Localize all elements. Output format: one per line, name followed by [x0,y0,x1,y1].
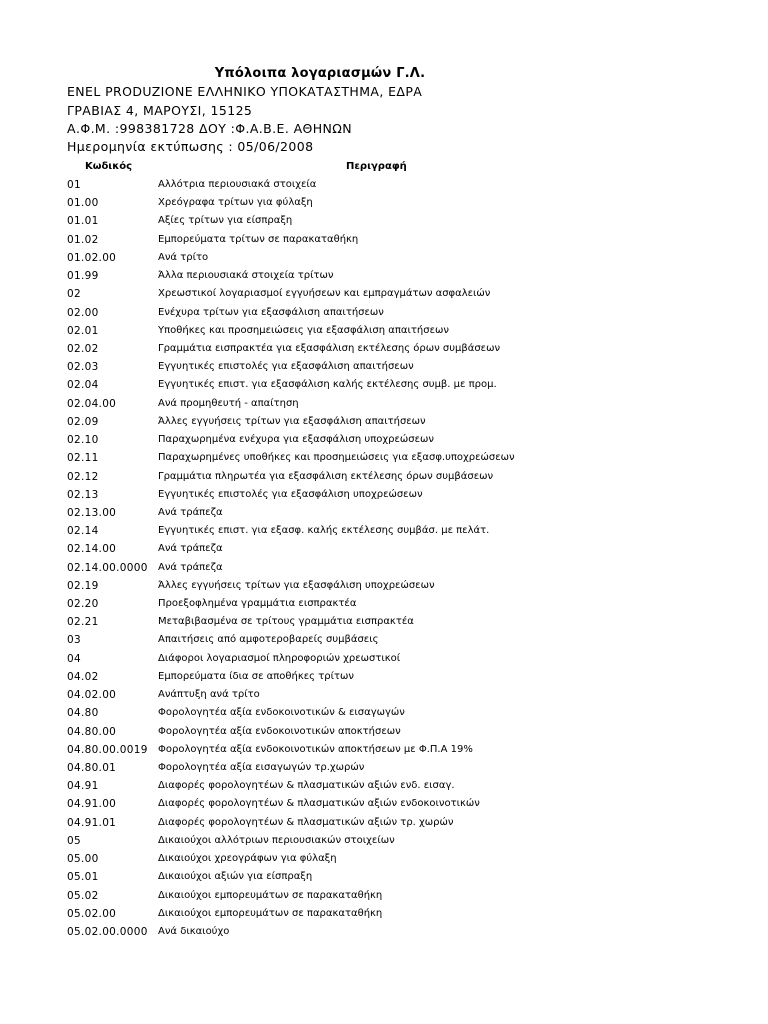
account-code: 02.14 [67,525,99,538]
account-code: 05.02.00 [67,907,117,920]
account-code: 04.02 [67,670,99,683]
table-row [0,522,768,540]
table-row [0,249,768,267]
account-description: Εμπορεύματα τρίτων σε παρακαταθήκη [158,233,359,245]
table-row [0,340,768,358]
account-code: 02.14.00.0000 [67,561,148,574]
account-description: Απαιτήσεις από αμφοτεροβαρείς συμβάσεις [158,634,379,646]
table-row [0,668,768,686]
account-code: 03 [67,634,81,647]
account-description: Δικαιούχοι εμπορευμάτων σε παρακαταθήκη [158,907,383,919]
account-code: 02.04.00 [67,397,117,410]
account-description: Ανά δικαιούχο [158,925,230,937]
account-description: Δικαιούχοι χρεογράφων για φύλαξη [158,853,337,865]
account-description: Εγγυητικές επιστολές για εξασφάλιση υποχρεώσεων [158,488,423,500]
column-header-description: Περιγραφή [346,161,407,172]
table-row [0,486,768,504]
table-row [0,905,768,923]
table-row [0,395,768,413]
account-code: 05 [67,834,81,847]
table-row [0,267,768,285]
account-description: Δικαιούχοι αξιών για είσπραξη [158,871,313,883]
account-description: Ενέχυρα τρίτων για εξασφάλιση απαιτήσεων [158,306,384,318]
account-description: Ανά τρίτο [158,251,209,263]
table-row [0,723,768,741]
tax-info: Α.Φ.Μ. :998381728 ΔΟΥ :Φ.Α.Β.Ε. ΑΘΗΝΩΝ [67,121,353,136]
account-code: 02.19 [67,579,99,592]
table-row [0,577,768,595]
table-row [0,650,768,668]
table-row [0,613,768,631]
table-row [0,540,768,558]
account-description: Φορολογητέα αξία ενδοκοινοτικών αποκτήσεων με Φ.Π.Α 19% [158,743,473,755]
account-description: Ανά τράπεζα [158,543,223,555]
table-row [0,358,768,376]
account-code: 02.01 [67,324,99,337]
account-description: Αξίες τρίτων για είσπραξη [158,215,293,227]
account-code: 02.12 [67,470,99,483]
print-date: Ημερομηνία εκτύπωσης : 05/06/2008 [67,139,314,154]
account-code: 04.91.01 [67,816,117,829]
account-code: 02.14.00 [67,543,117,556]
table-row [0,814,768,832]
account-description: Εγγυητικές επιστ. για εξασφάλιση καλής εκτέλεσης συμβ. με προμ. [158,379,497,391]
table-row [0,850,768,868]
account-description: Προεξοφλημένα γραμμάτια εισπρακτέα [158,598,357,610]
table-row [0,631,768,649]
account-description: Ανάπτυξη ανά τρίτο [158,689,260,701]
account-code: 01.00 [67,197,99,210]
account-description: Μεταβιβασμένα σε τρίτους γραμμάτια εισπρακτέα [158,616,414,628]
table-row [0,559,768,577]
column-header-code: Κωδικός [85,161,133,172]
table-row [0,322,768,340]
table-row [0,304,768,322]
account-code: 04 [67,652,81,665]
account-code: 05.01 [67,871,99,884]
account-code: 02.11 [67,452,99,465]
account-description: Χρεόγραφα τρίτων για φύλαξη [158,197,313,209]
account-description: Άλλα περιουσιακά στοιχεία τρίτων [158,270,334,282]
table-row [0,887,768,905]
account-description: Φορολογητέα αξία ενδοκοινοτικών αποκτήσεων [158,725,401,737]
account-code: 05.02.00.0000 [67,925,148,938]
account-code: 02.04 [67,379,99,392]
table-row [0,504,768,522]
account-description: Ανά τράπεζα [158,506,223,518]
account-code: 02.20 [67,598,99,611]
table-row [0,431,768,449]
account-code: 05.00 [67,853,99,866]
table-row [0,231,768,249]
account-code: 02.09 [67,415,99,428]
table-row [0,686,768,704]
table-row [0,194,768,212]
account-description: Αλλότρια περιουσιακά στοιχεία [158,179,317,190]
account-description: Χρεωστικοί λογαριασμοί εγγυήσεων και εμπραγμάτων ασφαλειών [158,288,491,300]
account-code: 05.02 [67,889,99,902]
account-code: 01.99 [67,270,99,283]
table-row [0,468,768,486]
account-description: Παραχωρημένες υποθήκες και προσημειώσεις για εξασφ.υποχρεώσεων [158,452,515,464]
table-row [0,795,768,813]
account-code: 02.13.00 [67,506,117,519]
account-code: 02.00 [67,306,99,319]
account-code: 02.10 [67,434,99,447]
table-row [0,413,768,431]
account-description: Εγγυητικές επιστολές για εξασφάλιση απαιτήσεων [158,361,414,373]
account-description: Διαφορές φορολογητέων & πλασματικών αξιών ενδ. εισαγ. [158,780,455,792]
account-description: Παραχωρημένα ενέχυρα για εξασφάλιση υποχρεώσεων [158,434,434,446]
account-description: Υποθήκες και προσημειώσεις για εξασφάλιση απαιτήσεων [158,324,449,336]
account-code: 04.80 [67,707,99,720]
account-code: 04.91.00 [67,798,117,811]
company-name: ENEL PRODUZIONE ΕΛΛΗΝΙΚΟ ΥΠΟΚΑΤΑΣΤΗΜΑ, ΕΔΡΑ [67,84,423,99]
account-description: Άλλες εγγυήσεις τρίτων για εξασφάλιση απαιτήσεων [158,415,426,427]
account-code: 02.03 [67,361,99,374]
account-code: 04.80.00 [67,725,117,738]
account-description: Φορολογητέα αξία ενδοκοινοτικών & εισαγωγών [158,707,405,719]
table-row [0,595,768,613]
account-code: 04.80.01 [67,762,117,774]
account-description: Γραμμάτια πληρωτέα για εξασφάλιση εκτέλεσης όρων συμβάσεων [158,470,494,482]
table-row [0,741,768,759]
account-description: Δικαιούχοι εμπορευμάτων σε παρακαταθήκη [158,889,383,901]
account-code: 02.02 [67,342,99,355]
table-row [0,376,768,394]
account-code: 01.01 [67,215,99,228]
account-code: 01 [67,179,81,191]
table-row [0,285,768,303]
table-row [0,176,768,194]
account-code: 01.02.00 [67,251,117,264]
table-row [0,449,768,467]
account-description: Ανά τράπεζα [158,561,223,573]
account-description: Δικαιούχοι αλλότριων περιουσιακών στοιχείων [158,834,395,846]
table-row [0,759,768,777]
account-code: 04.02.00 [67,689,117,702]
account-description: Διαφορές φορολογητέων & πλασματικών αξιών τρ. χωρών [158,816,454,828]
account-description: Άλλες εγγυήσεις τρίτων για εξασφάλιση υποχρεώσεων [158,579,435,591]
account-description: Διαφορές φορολογητέων & πλασματικών αξιών ενδοκοινοτικών [158,798,480,810]
account-code: 01.02 [67,233,99,246]
company-address: ΓΡΑΒΙΑΣ 4, ΜΑΡΟΥΣΙ, 15125 [67,103,253,118]
table-row [0,868,768,886]
account-description: Φορολογητέα αξία εισαγωγών τρ.χωρών [158,762,365,773]
account-code: 02.13 [67,488,99,501]
account-code: 04.91 [67,780,99,793]
account-code: 04.80.00.0019 [67,743,148,756]
account-description: Εγγυητικές επιστ. για εξασφ. καλής εκτέλεσης συμβάσ. με πελάτ. [158,525,490,537]
account-description: Ανά προμηθευτή - απαίτηση [158,397,299,409]
page-title: Υπόλοιπα λογαριασμών Γ.Λ. [214,66,426,81]
accounts-table [0,176,768,941]
table-row [0,704,768,722]
table-row [0,832,768,850]
account-code: 02 [67,288,81,301]
account-code: 02.21 [67,616,99,629]
account-description: Εμπορεύματα ίδια σε αποθήκες τρίτων [158,670,354,682]
account-description: Γραμμάτια εισπρακτέα για εξασφάλιση εκτέλεσης όρων συμβάσεων [158,342,501,354]
table-row [0,212,768,230]
table-row [0,777,768,795]
account-description: Διάφοροι λογαριασμοί πληροφοριών χρεωστικοί [158,652,401,664]
table-row [0,923,768,941]
